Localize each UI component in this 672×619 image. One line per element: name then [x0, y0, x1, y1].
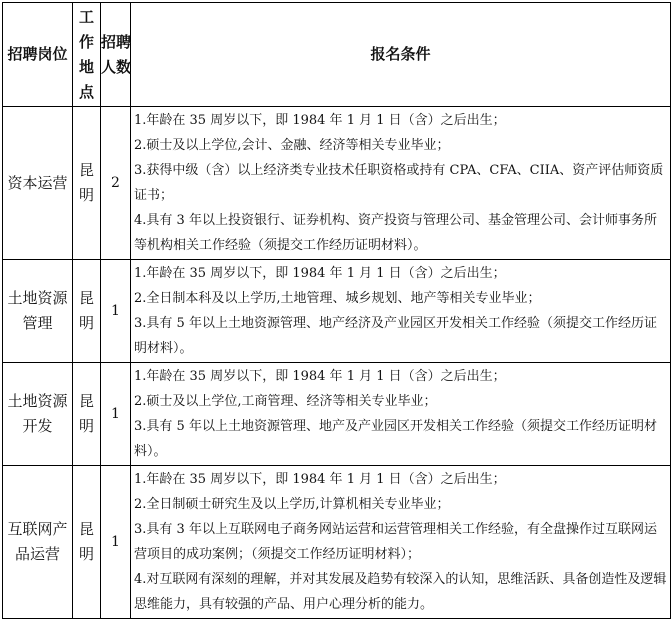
count-cell: 1: [101, 363, 131, 466]
count-cell: 2: [101, 107, 131, 260]
requirement-item: 1.年龄在 35 周岁以下，即 1984 年 1 月 1 日（含）之后出生；: [134, 266, 506, 281]
header-count: 招聘人数: [101, 3, 131, 107]
header-row: [3, 3, 671, 107]
table-row: [3, 466, 671, 619]
count-cell: 1: [101, 466, 131, 619]
requirement-item: 2.硕士及以上学位,工商管理、经济等相关专业毕业；: [134, 394, 437, 409]
requirement-item: 2.全日制硕士研究生及以上学历,计算机相关专业毕业；: [134, 497, 450, 512]
requirements-cell: [131, 363, 671, 466]
requirement-item: 1.年龄在 35 周岁以下，即 1984 年 1 月 1 日（含）之后出生；: [134, 369, 506, 384]
header-location: 工作地点: [73, 3, 101, 107]
requirement-item: 3.获得中级（含）以上经济类专业技术任职资格或持有 CPA、CFA、CIIA、资产评估师资质证书；: [134, 163, 664, 203]
location-cell: 昆明: [73, 260, 101, 363]
requirements-cell: [131, 466, 671, 619]
position-cell: 土地资源开发: [3, 363, 73, 466]
requirement-item: 4.具有 3 年以上投资银行、证券机构、资产投资与管理公司、基金管理公司、会计师事务所等机构相关工作经验（须提交工作经历证明材料）。: [134, 213, 657, 253]
location-cell: 昆明: [73, 107, 101, 260]
recruitment-table: [2, 2, 671, 619]
count-cell: 1: [101, 260, 131, 363]
requirement-item: 3.具有 5 年以上土地资源管理、地产及产业园区开发相关工作经验（须提交工作经历证明材料）。: [134, 419, 657, 459]
requirements-cell: [131, 107, 671, 260]
location-cell: 昆明: [73, 363, 101, 466]
requirement-item: 1.年龄在 35 周岁以下，即 1984 年 1 月 1 日（含）之后出生；: [134, 472, 506, 487]
header-position: 招聘岗位: [3, 3, 73, 107]
location-cell: 昆明: [73, 466, 101, 619]
requirement-item: 1.年龄在 35 周岁以下，即 1984 年 1 月 1 日（含）之后出生；: [134, 113, 506, 128]
requirement-item: 2.全日制本科及以上学历,土地管理、城乡规划、地产等相关专业毕业；: [134, 291, 541, 306]
requirement-item: 4.对互联网有深刻的理解，并对其发展及趋势有较深入的认知，思维活跃、具备创造性及逻辑思维能力，具有较强的产品、用户心理分析的能力。: [134, 572, 667, 612]
position-cell: 土地资源管理: [3, 260, 73, 363]
table-row: [3, 260, 671, 363]
header-requirements: 报名条件: [131, 3, 671, 107]
requirement-item: 2.硕士及以上学位,会计、金融、经济等相关专业毕业；: [134, 138, 450, 153]
table-row: [3, 363, 671, 466]
requirement-item: 3.具有 5 年以上土地资源管理、地产经济及产业园区开发相关工作经验（须提交工作经历证明材料）。: [134, 316, 657, 356]
position-cell: 互联网产品运营: [3, 466, 73, 619]
table-row: [3, 107, 671, 260]
requirement-item: 3.具有 3 年以上互联网电子商务网站运营和运营管理相关工作经验，有全盘操作过互联网运营项目的成功案例；（须提交工作经历证明材料）；: [134, 522, 657, 562]
requirements-cell: [131, 260, 671, 363]
position-cell: 资本运营: [3, 107, 73, 260]
